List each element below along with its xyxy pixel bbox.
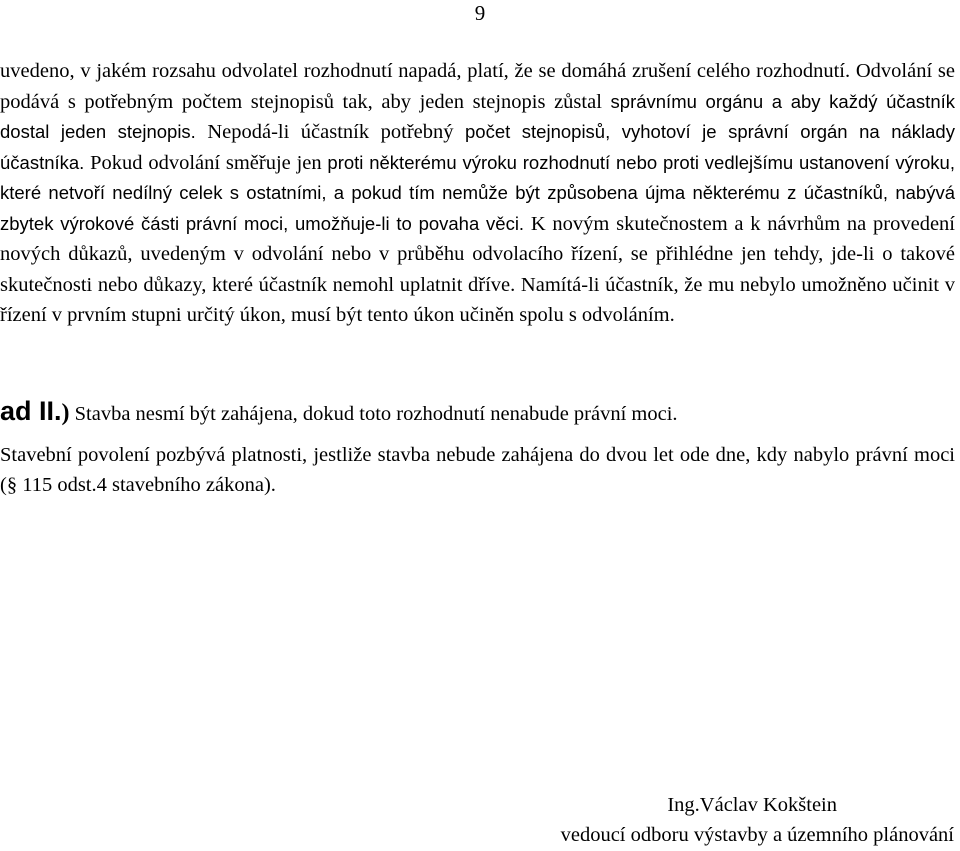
page-number: 9 bbox=[474, 1, 486, 25]
paragraph-text: počet stejnopisů, vyhotoví je správní orgán na náklady účastníka. bbox=[0, 121, 955, 173]
paragraph-permit-validity: Stavební povolení pozbývá platnosti, jestliže stavba nebude zahájena do dvou let ode dne, kdy nabylo právní moci (§ 115 odst.4 stavebního zákona). bbox=[0, 444, 955, 496]
paragraph-text: proti některému výroku rozhodnutí nebo proti vedlejšímu ustanovení výroku, které netvoří nedílný celek s ostatními, a pokud tím nemůže být způsobena újma některému z účastníků, nabývá zbytek výrokové části právní moci, umožňuje-li to povaha věci. bbox=[0, 151, 955, 234]
paragraph-text: Nepodá-li účastník potřebný bbox=[195, 121, 466, 143]
paragraph-text: správnímu orgánu a aby každý účastník dostal jeden stejnopis. bbox=[0, 90, 956, 142]
section-heading: ad II. bbox=[0, 396, 62, 426]
section-ad-ii bbox=[0, 391, 955, 434]
section-heading-paren: ) bbox=[61, 400, 70, 426]
paragraph-text: uvedeno, v jakém rozsahu odvolatel rozhodnutí napadá, platí, že se domáhá zrušení celého rozhodnutí. Odvolání se podává s potřebným počtem stejnopisů tak, aby jeden stejnopis zůstal bbox=[0, 60, 955, 113]
signatory-title: vedoucí odboru výstavby a územního plánování bbox=[560, 824, 954, 846]
paragraph-appeal-rules bbox=[0, 56, 955, 331]
section-text: Stavba nesmí být zahájena, dokud toto rozhodnutí nenabude právní moci. bbox=[69, 403, 678, 425]
paragraph-text: Pokud odvolání směřuje jen bbox=[84, 151, 328, 174]
signature-block bbox=[561, 790, 954, 850]
signatory-name: Ing.Václav Kokštein bbox=[667, 794, 837, 816]
paragraph-text: K novým skutečnostem a k návrhům na provedení nových důkazů, uvedeným v odvolání nebo v průběhu odvolacího řízení, se přihlédne jen tehdy, jde-li o takové skutečnosti nebo důkazy, které účastník nemohl uplatnit dříve. Namítá-li účastník, že mu nebylo umožněno učinit v řízení v prvním stupni určitý úkon, musí být tento úkon učiněn spolu s odvoláním. bbox=[0, 212, 955, 326]
